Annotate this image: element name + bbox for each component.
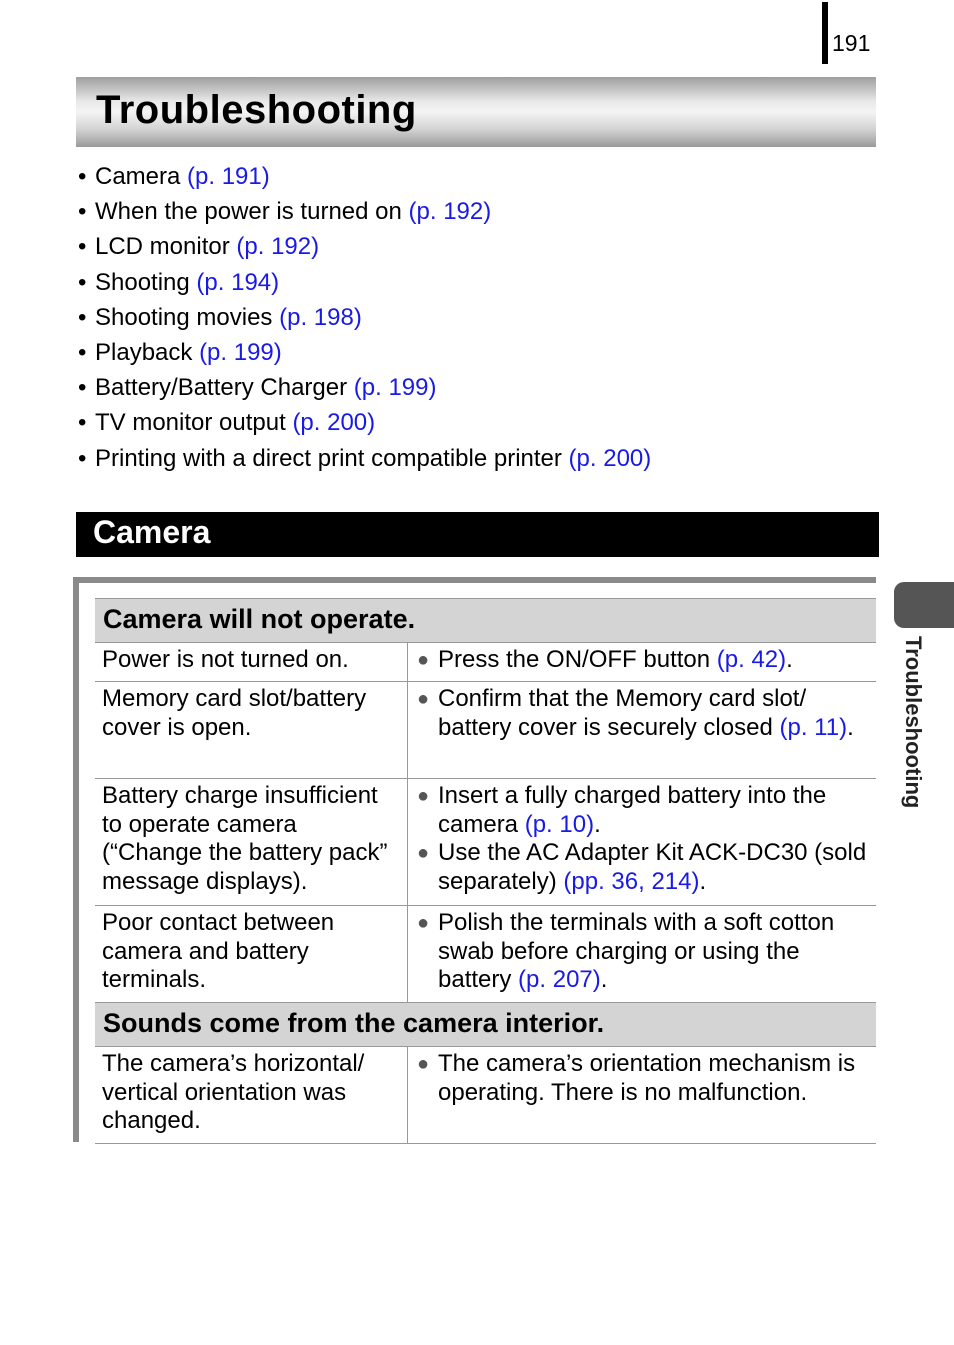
frame-divider: [73, 577, 876, 583]
bullet-dot-icon: ●: [417, 842, 430, 864]
problem-cell: Power is not turned on.: [95, 643, 408, 681]
group-heading: Camera will not operate.: [95, 598, 876, 643]
solution-cell: ● Confirm that the Memory card slot/ battery cover is securely closed (p. 11).: [417, 685, 854, 741]
problem-cell: Battery charge insufficient to operate camera (“Change the battery pack” message displays).: [95, 779, 408, 905]
page-link[interactable]: (p. 207): [518, 966, 601, 993]
bullet-dot-icon: ●: [417, 1053, 430, 1075]
topic-list: [78, 160, 651, 477]
page-link[interactable]: (p. 192): [236, 233, 320, 261]
section-title: Camera: [93, 514, 211, 550]
table-row: [95, 682, 876, 779]
table-row: [95, 1047, 876, 1144]
page-link[interactable]: (p. 11): [779, 713, 848, 741]
list-item: • TV monitor output (p. 200): [78, 409, 376, 437]
list-item: • LCD monitor (p. 192): [78, 233, 320, 261]
solution-cell: ● Polish the terminals with a soft cotton swab before charging or using the battery (p. 207).: [417, 909, 835, 993]
list-item: • Printing with a direct print compatible printer (p. 200): [78, 444, 652, 472]
page-link[interactable]: (p. 199): [199, 338, 282, 366]
title-band: [76, 77, 876, 147]
list-item: • Camera (p. 191): [78, 163, 270, 190]
group-heading: Sounds come from the camera interior.: [95, 1002, 876, 1047]
page-marker-bar: [822, 2, 828, 64]
chapter-tab: [894, 582, 954, 628]
list-item: • Shooting movies (p. 198): [78, 303, 362, 331]
list-item: • Shooting (p. 194): [78, 268, 280, 296]
page-link[interactable]: (pp. 36, 214): [563, 867, 700, 895]
chapter-tab-label: Troubleshooting: [901, 636, 926, 809]
troubleshooting-table: [95, 598, 876, 1144]
page-link[interactable]: (p. 191): [187, 163, 270, 190]
table-row: [95, 643, 876, 682]
page-link[interactable]: (p. 200): [292, 409, 376, 437]
page-link[interactable]: (p. 194): [196, 268, 280, 296]
list-item: • When the power is turned on (p. 192): [78, 198, 492, 226]
page-number: 191: [832, 30, 871, 56]
page-link[interactable]: (p. 200): [568, 444, 652, 472]
page-title: Troubleshooting: [96, 88, 417, 132]
solution-cell: ● Insert a fully charged battery into the camera (p. 10). ● Use the AC Adapter Kit ACK-DC30 (sold separately) (pp. 36, 214).: [417, 782, 867, 895]
problem-cell: The camera’s horizontal/ vertical orientation was changed.: [95, 1047, 408, 1143]
bullet-dot-icon: ●: [417, 688, 430, 710]
list-item: • Battery/Battery Charger (p. 199): [78, 374, 437, 402]
problem-cell: Memory card slot/battery cover is open.: [95, 682, 408, 778]
section-header: [76, 512, 879, 557]
page-link[interactable]: (p. 192): [408, 198, 492, 226]
page-link[interactable]: (p. 199): [353, 374, 437, 402]
bullet-dot-icon: ●: [417, 785, 430, 807]
solution-cell: ● The camera’s orientation mechanism is operating. There is no malfunction.: [417, 1050, 856, 1106]
table-row: [95, 779, 876, 906]
page-link[interactable]: (p. 42): [716, 646, 787, 673]
list-item: • Playback (p. 199): [78, 338, 282, 366]
solution-cell: ● Press the ON/OFF button (p. 42).: [417, 646, 793, 673]
bullet-dot-icon: ●: [417, 649, 430, 671]
page-link[interactable]: (p. 198): [279, 303, 362, 331]
problem-cell: Poor contact between camera and battery terminals.: [95, 906, 408, 1002]
page-link[interactable]: (p. 10): [524, 810, 595, 838]
frame-divider: [73, 577, 79, 1142]
table-row: [95, 906, 876, 1002]
bullet-dot-icon: ●: [417, 912, 430, 934]
